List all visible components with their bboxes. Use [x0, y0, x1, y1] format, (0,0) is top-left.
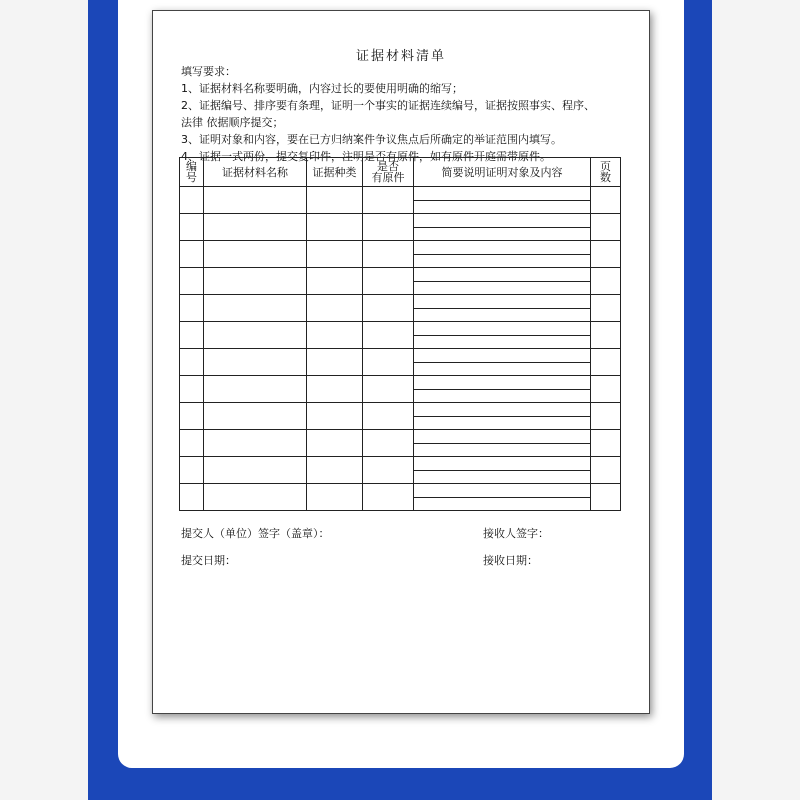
- cell-evidence-name[interactable]: [204, 430, 307, 457]
- cell-number[interactable]: [180, 295, 204, 322]
- description-divider-line: [414, 362, 590, 363]
- cell-evidence-type[interactable]: [307, 187, 363, 214]
- table-row: [180, 403, 621, 430]
- requirement-item: 2、证据编号、排序要有条理，证明一个事实的证据连续编号，证据按照事实、程序、: [181, 99, 595, 112]
- cell-number[interactable]: [180, 268, 204, 295]
- cell-pages[interactable]: [591, 214, 621, 241]
- cell-evidence-type[interactable]: [307, 241, 363, 268]
- cell-description[interactable]: [414, 322, 591, 349]
- cell-number[interactable]: [180, 457, 204, 484]
- header-pages: 页 数: [591, 158, 621, 187]
- cell-has-original[interactable]: [363, 295, 414, 322]
- cell-description[interactable]: [414, 295, 591, 322]
- cell-evidence-name[interactable]: [204, 484, 307, 511]
- cell-description[interactable]: [414, 457, 591, 484]
- cell-has-original[interactable]: [363, 430, 414, 457]
- cell-evidence-type[interactable]: [307, 349, 363, 376]
- table-row: [180, 376, 621, 403]
- requirement-item: 4、证据一式两份，提交复印件，注明是否有原件，如有原件开庭需带原件。: [181, 150, 551, 163]
- cell-pages[interactable]: [591, 322, 621, 349]
- cell-pages[interactable]: [591, 241, 621, 268]
- cell-description[interactable]: [414, 214, 591, 241]
- description-divider-line: [414, 308, 590, 309]
- cell-number[interactable]: [180, 214, 204, 241]
- cell-has-original[interactable]: [363, 403, 414, 430]
- cell-number[interactable]: [180, 241, 204, 268]
- table-row: [180, 430, 621, 457]
- cell-pages[interactable]: [591, 457, 621, 484]
- cell-number[interactable]: [180, 187, 204, 214]
- document-page: [152, 10, 650, 714]
- description-divider-line: [414, 200, 590, 201]
- requirements-list: [181, 63, 641, 165]
- cell-evidence-name[interactable]: [204, 322, 307, 349]
- cell-evidence-type[interactable]: [307, 403, 363, 430]
- cell-has-original[interactable]: [363, 187, 414, 214]
- cell-evidence-name[interactable]: [204, 268, 307, 295]
- table-row: [180, 349, 621, 376]
- cell-description[interactable]: [414, 376, 591, 403]
- cell-evidence-name[interactable]: [204, 241, 307, 268]
- header-evidence-type: 证据种类: [307, 158, 363, 187]
- cell-pages[interactable]: [591, 349, 621, 376]
- cell-has-original[interactable]: [363, 214, 414, 241]
- table-row: [180, 268, 621, 295]
- cell-pages[interactable]: [591, 268, 621, 295]
- cell-pages[interactable]: [591, 376, 621, 403]
- cell-evidence-type[interactable]: [307, 430, 363, 457]
- cell-has-original[interactable]: [363, 457, 414, 484]
- header-number: 编 号: [180, 158, 204, 187]
- cell-pages[interactable]: [591, 403, 621, 430]
- table-row: [180, 322, 621, 349]
- receive-date-label: 接收日期：: [483, 554, 538, 567]
- cell-description[interactable]: [414, 241, 591, 268]
- table-row: [180, 241, 621, 268]
- cell-description[interactable]: [414, 484, 591, 511]
- table-header-row: [180, 158, 621, 187]
- requirement-item: 3、证明对象和内容，要在已方归纳案件争议焦点后所确定的举证范围内填写。: [181, 133, 562, 146]
- cell-number[interactable]: [180, 322, 204, 349]
- cell-number[interactable]: [180, 349, 204, 376]
- cell-has-original[interactable]: [363, 484, 414, 511]
- cell-number[interactable]: [180, 376, 204, 403]
- cell-number[interactable]: [180, 430, 204, 457]
- table-row: [180, 187, 621, 214]
- table-body: [180, 187, 621, 511]
- description-divider-line: [414, 497, 590, 498]
- requirement-item: 法律 依据顺序提交；: [181, 116, 284, 129]
- cell-evidence-name[interactable]: [204, 457, 307, 484]
- cell-evidence-name[interactable]: [204, 349, 307, 376]
- cell-pages[interactable]: [591, 295, 621, 322]
- cell-evidence-type[interactable]: [307, 457, 363, 484]
- cell-description[interactable]: [414, 430, 591, 457]
- cell-pages[interactable]: [591, 430, 621, 457]
- table-row: [180, 295, 621, 322]
- table-row: [180, 214, 621, 241]
- cell-evidence-type[interactable]: [307, 268, 363, 295]
- submitter-signature-label: 提交人（单位）签字（盖章）：: [181, 527, 330, 540]
- cell-has-original[interactable]: [363, 241, 414, 268]
- document-title: 证据材料清单: [355, 49, 446, 64]
- requirement-item: 1、证据材料名称要明确，内容过长的要使用明确的缩写；: [181, 82, 463, 95]
- cell-evidence-name[interactable]: [204, 214, 307, 241]
- cell-description[interactable]: [414, 403, 591, 430]
- cell-evidence-name[interactable]: [204, 295, 307, 322]
- table-row: [180, 457, 621, 484]
- header-description: 简要说明证明对象及内容: [414, 158, 591, 187]
- cell-number[interactable]: [180, 484, 204, 511]
- cell-has-original[interactable]: [363, 268, 414, 295]
- cell-pages[interactable]: [591, 187, 621, 214]
- cell-evidence-type[interactable]: [307, 214, 363, 241]
- cell-description[interactable]: [414, 349, 591, 376]
- submit-date-label: 提交日期：: [181, 554, 236, 567]
- cell-description[interactable]: [414, 268, 591, 295]
- cell-evidence-name[interactable]: [204, 403, 307, 430]
- evidence-table: [179, 157, 621, 511]
- cell-evidence-type[interactable]: [307, 376, 363, 403]
- requirements-heading: 填写要求：: [181, 65, 236, 78]
- description-divider-line: [414, 416, 590, 417]
- cell-number[interactable]: [180, 403, 204, 430]
- description-divider-line: [414, 470, 590, 471]
- description-divider-line: [414, 281, 590, 282]
- receiver-signature-label: 接收人签字：: [483, 527, 549, 540]
- description-divider-line: [414, 227, 590, 228]
- table-row: [180, 484, 621, 511]
- cell-evidence-type[interactable]: [307, 322, 363, 349]
- cell-evidence-name[interactable]: [204, 376, 307, 403]
- description-divider-line: [414, 254, 590, 255]
- cell-evidence-type[interactable]: [307, 484, 363, 511]
- header-has-original: 是否 有原件: [363, 158, 414, 187]
- cell-has-original[interactable]: [363, 349, 414, 376]
- cell-has-original[interactable]: [363, 376, 414, 403]
- cell-has-original[interactable]: [363, 322, 414, 349]
- description-divider-line: [414, 389, 590, 390]
- cell-description[interactable]: [414, 187, 591, 214]
- description-divider-line: [414, 443, 590, 444]
- cell-evidence-type[interactable]: [307, 295, 363, 322]
- cell-pages[interactable]: [591, 484, 621, 511]
- cell-evidence-name[interactable]: [204, 187, 307, 214]
- header-evidence-name: 证据材料名称: [204, 158, 307, 187]
- description-divider-line: [414, 335, 590, 336]
